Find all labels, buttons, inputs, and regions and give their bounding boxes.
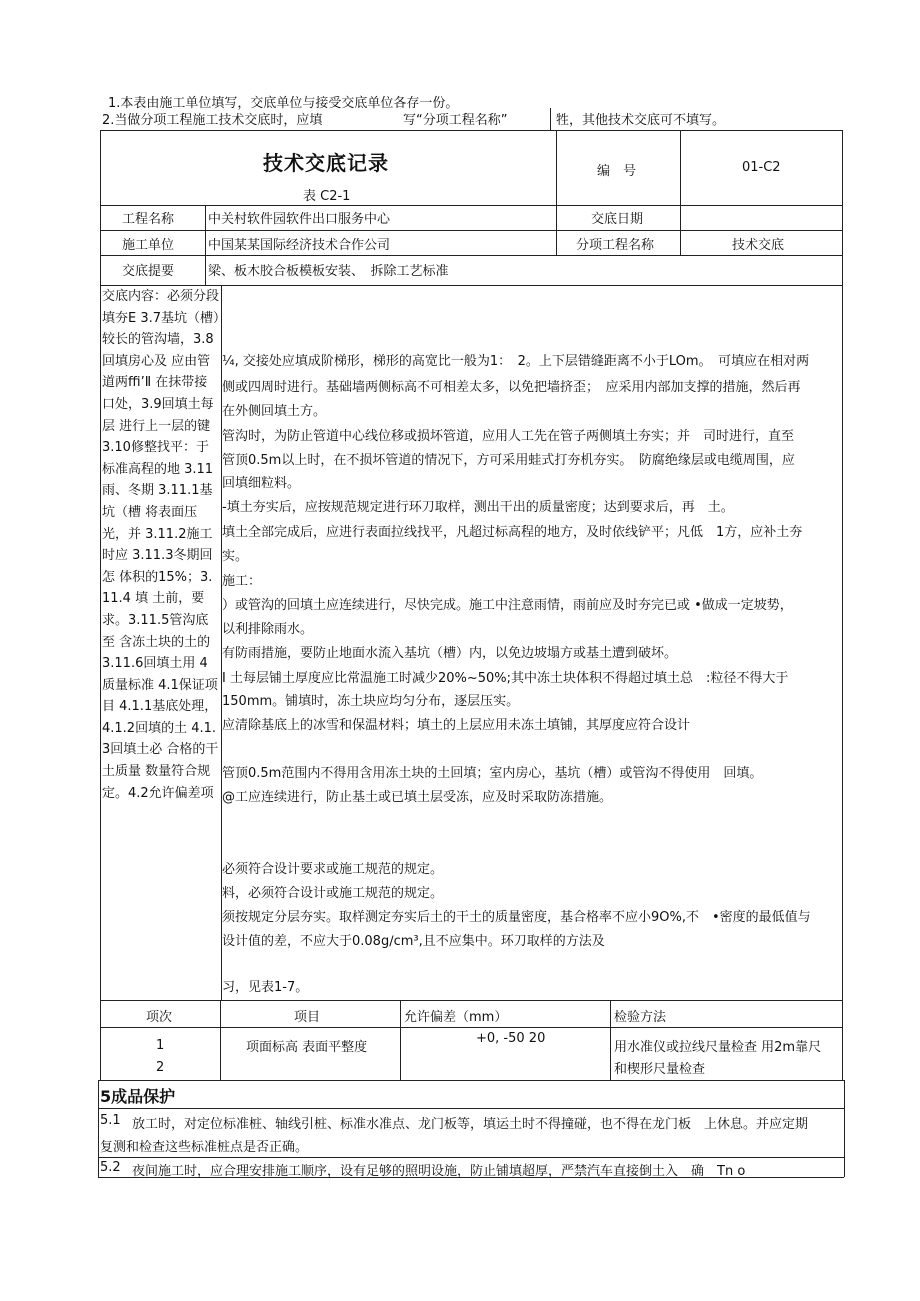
content-line: 习，见表1-7。 <box>222 980 309 995</box>
number-value: 01-C2 <box>742 160 781 175</box>
number-label: 编 号 <box>597 164 637 179</box>
tolerance-header-value: 允许偏差（mm） <box>404 1010 508 1025</box>
subproject-value: 技术交底 <box>732 238 785 253</box>
content-line: 填土全部完成后，应进行表面拉线找平，凡超过标高程的地方，及时依线铲平；凡低 1方，应补土夯 <box>222 525 803 540</box>
tolerance-values: +0, -50 20 <box>476 1031 546 1046</box>
content-line: 管顶0.5m以上时，在不损坏管道的情况下，方可采用蛙式打夯机夯实。 防腐绝缘层或电缆周围，应 <box>222 453 795 468</box>
tolerance-index-2: 2 <box>156 1060 165 1075</box>
protection-p1-num: 5.1 <box>100 1113 121 1128</box>
content-line: 回填细粒料。 <box>222 476 301 491</box>
summary-label: 交底提要 <box>122 264 175 279</box>
content-line: 150mm。铺填时，冻土块应均匀分布，逐层压实。 <box>222 694 520 709</box>
note-line-2a: 2.当做分项工程施工技术交底时，应填 <box>102 113 323 128</box>
tolerance-index-1: 1 <box>156 1038 165 1053</box>
content-line: 施工： <box>222 574 262 589</box>
form-code: 表 C2-1 <box>303 189 351 204</box>
content-left-text: 交底内容：必须分段填夯E 3.7基坑（槽）较长的管沟墙，3.8回填房心及 应由管道两ffi’Ⅱ 在抹带接口处，3.9回填土每层 进行上一层的键3.10修整找平：于标准高程的地 3.11雨、冬期 3.11.1基坑（槽 将表面压光，并 3.11.2施工时应 3.11.3冬期回怎 体积的15%；3.11.4 填 土前，要求。3.11.5管沟底至 含冻土块的土的 3.11.6回填土用 4质量标准 4.1保证项目 4.1.1基底处理，4.1.2回填的土 4.1.3回填土必 合格的干土质量 数量符合规定。4.2允许偏差项 <box>102 289 220 801</box>
date-label: 交底日期 <box>591 212 644 227</box>
tolerance-header-index: 项次 <box>146 1010 173 1025</box>
note-line-2c: 牲，其他技术交底可不填写。 <box>556 113 726 128</box>
content-line: 在外侧回填土方。 <box>222 404 327 419</box>
protection-p2-line1: 夜间施工时，应合理安排施工顺序，设有足够的照明设施，防止铺填超厚，严禁汽车直接倒土入 确 Tn o <box>132 1164 746 1179</box>
project-name-value: 中关村软件园软件出口服务中心 <box>208 212 391 227</box>
page-title: 技术交底记录 <box>263 151 389 175</box>
note-line-1: 1.本表由施工单位填写，交底单位与接受交底单位各存一份。 <box>108 96 459 111</box>
tolerance-method-1: 用水准仪或拉线尺量检查 用2m靠尺 <box>614 1040 822 1055</box>
protection-p1-line2: 复测和检查这些标准桩点是否正确。 <box>100 1140 309 1155</box>
content-line: 应清除基底上的冰雪和保温材料；填土的上层应用未冻土填铺，其厚度应符合设计 <box>222 718 691 733</box>
content-line: I 土每层铺土厚度应比常温施工时减少20%~50%;其中冻土块体积不得超过填土总 :粒径不得大于 <box>222 671 789 686</box>
content-line: -填土夯实后，应按规范规定进行环刀取样，测出干出的质量密度；达到要求后，再 土。 <box>222 500 734 515</box>
protection-title: 5成品保护 <box>100 1087 176 1106</box>
protection-p1-line1: 放工时，对定位标准桩、轴线引桩、标准水准点、龙门板等，填运土时不得撞碰，也不得在龙门板 上休息。并应定期 <box>132 1117 809 1132</box>
builder-value: 中国某某国际经济技术合作公司 <box>208 238 391 253</box>
content-line: 实。 <box>222 549 249 564</box>
protection-p2-num: 5.2 <box>100 1160 121 1175</box>
content-line: 有防雨措施，要防止地面水流入基坑（槽）内，以免边坡塌方或基土遭到破坏。 <box>222 646 678 661</box>
tolerance-header-item: 项目 <box>294 1010 321 1025</box>
note-line-2b: 写“分项工程名称” <box>403 113 508 128</box>
subproject-label: 分项工程名称 <box>576 238 655 253</box>
content-line: ¼, 交接处应填成阶梯形，梯形的高宽比一般为1： 2。上下层错缝距离不小于LOm。 可填应在相对两 <box>222 354 810 369</box>
tolerance-method-2: 和楔形尺量检查 <box>614 1062 706 1077</box>
content-line: 料，必须符合设计或施工规范的规定。 <box>222 886 444 901</box>
content-line: @工应连续进行，防止基土或已填土层受冻，应及时采取防冻措施。 <box>222 790 613 805</box>
builder-label: 施工单位 <box>122 238 175 253</box>
summary-value: 梁、板木胶合板模板安装、 拆除工艺标准 <box>208 264 449 279</box>
content-line: 以利排除雨水。 <box>222 622 314 637</box>
content-line: 必须符合设计要求或施工规范的规定。 <box>222 862 444 877</box>
content-line: 须按规定分层夯实。取样测定夯实后土的干土的质量密度，基合格率不应小9O%,不 •密度的最低值与 <box>222 910 811 925</box>
content-line: 管沟时，为防止管道中心线位移或损坏管道，应用人工先在管子两侧填土夯实；并 司时进行，直至 <box>222 429 795 444</box>
tolerance-items: 项面标高 表面平整度 <box>246 1040 368 1055</box>
content-line: 管顶0.5m范围内不得用含用冻土块的土回填；室内房心，基坑（槽）或管沟不得使用 回填。 <box>222 766 763 781</box>
content-line: ）或管沟的回填土应连续进行，尽快完成。施工中注意雨情，雨前应及时夯完已或 •做成一定坡势， <box>222 598 793 613</box>
content-line: 侧或四周时进行。基础墙两侧标高不可相差太多，以免把墙挤歪； 应采用内部加支撑的措施，然后再 <box>222 380 801 395</box>
tolerance-header-method: 检验方法 <box>614 1010 667 1025</box>
content-line: 设计值的差，不应大于0.08g∕cm³,且不应集中。环刀取样的方法及 <box>222 934 605 949</box>
project-name-label: 工程名称 <box>122 212 175 227</box>
